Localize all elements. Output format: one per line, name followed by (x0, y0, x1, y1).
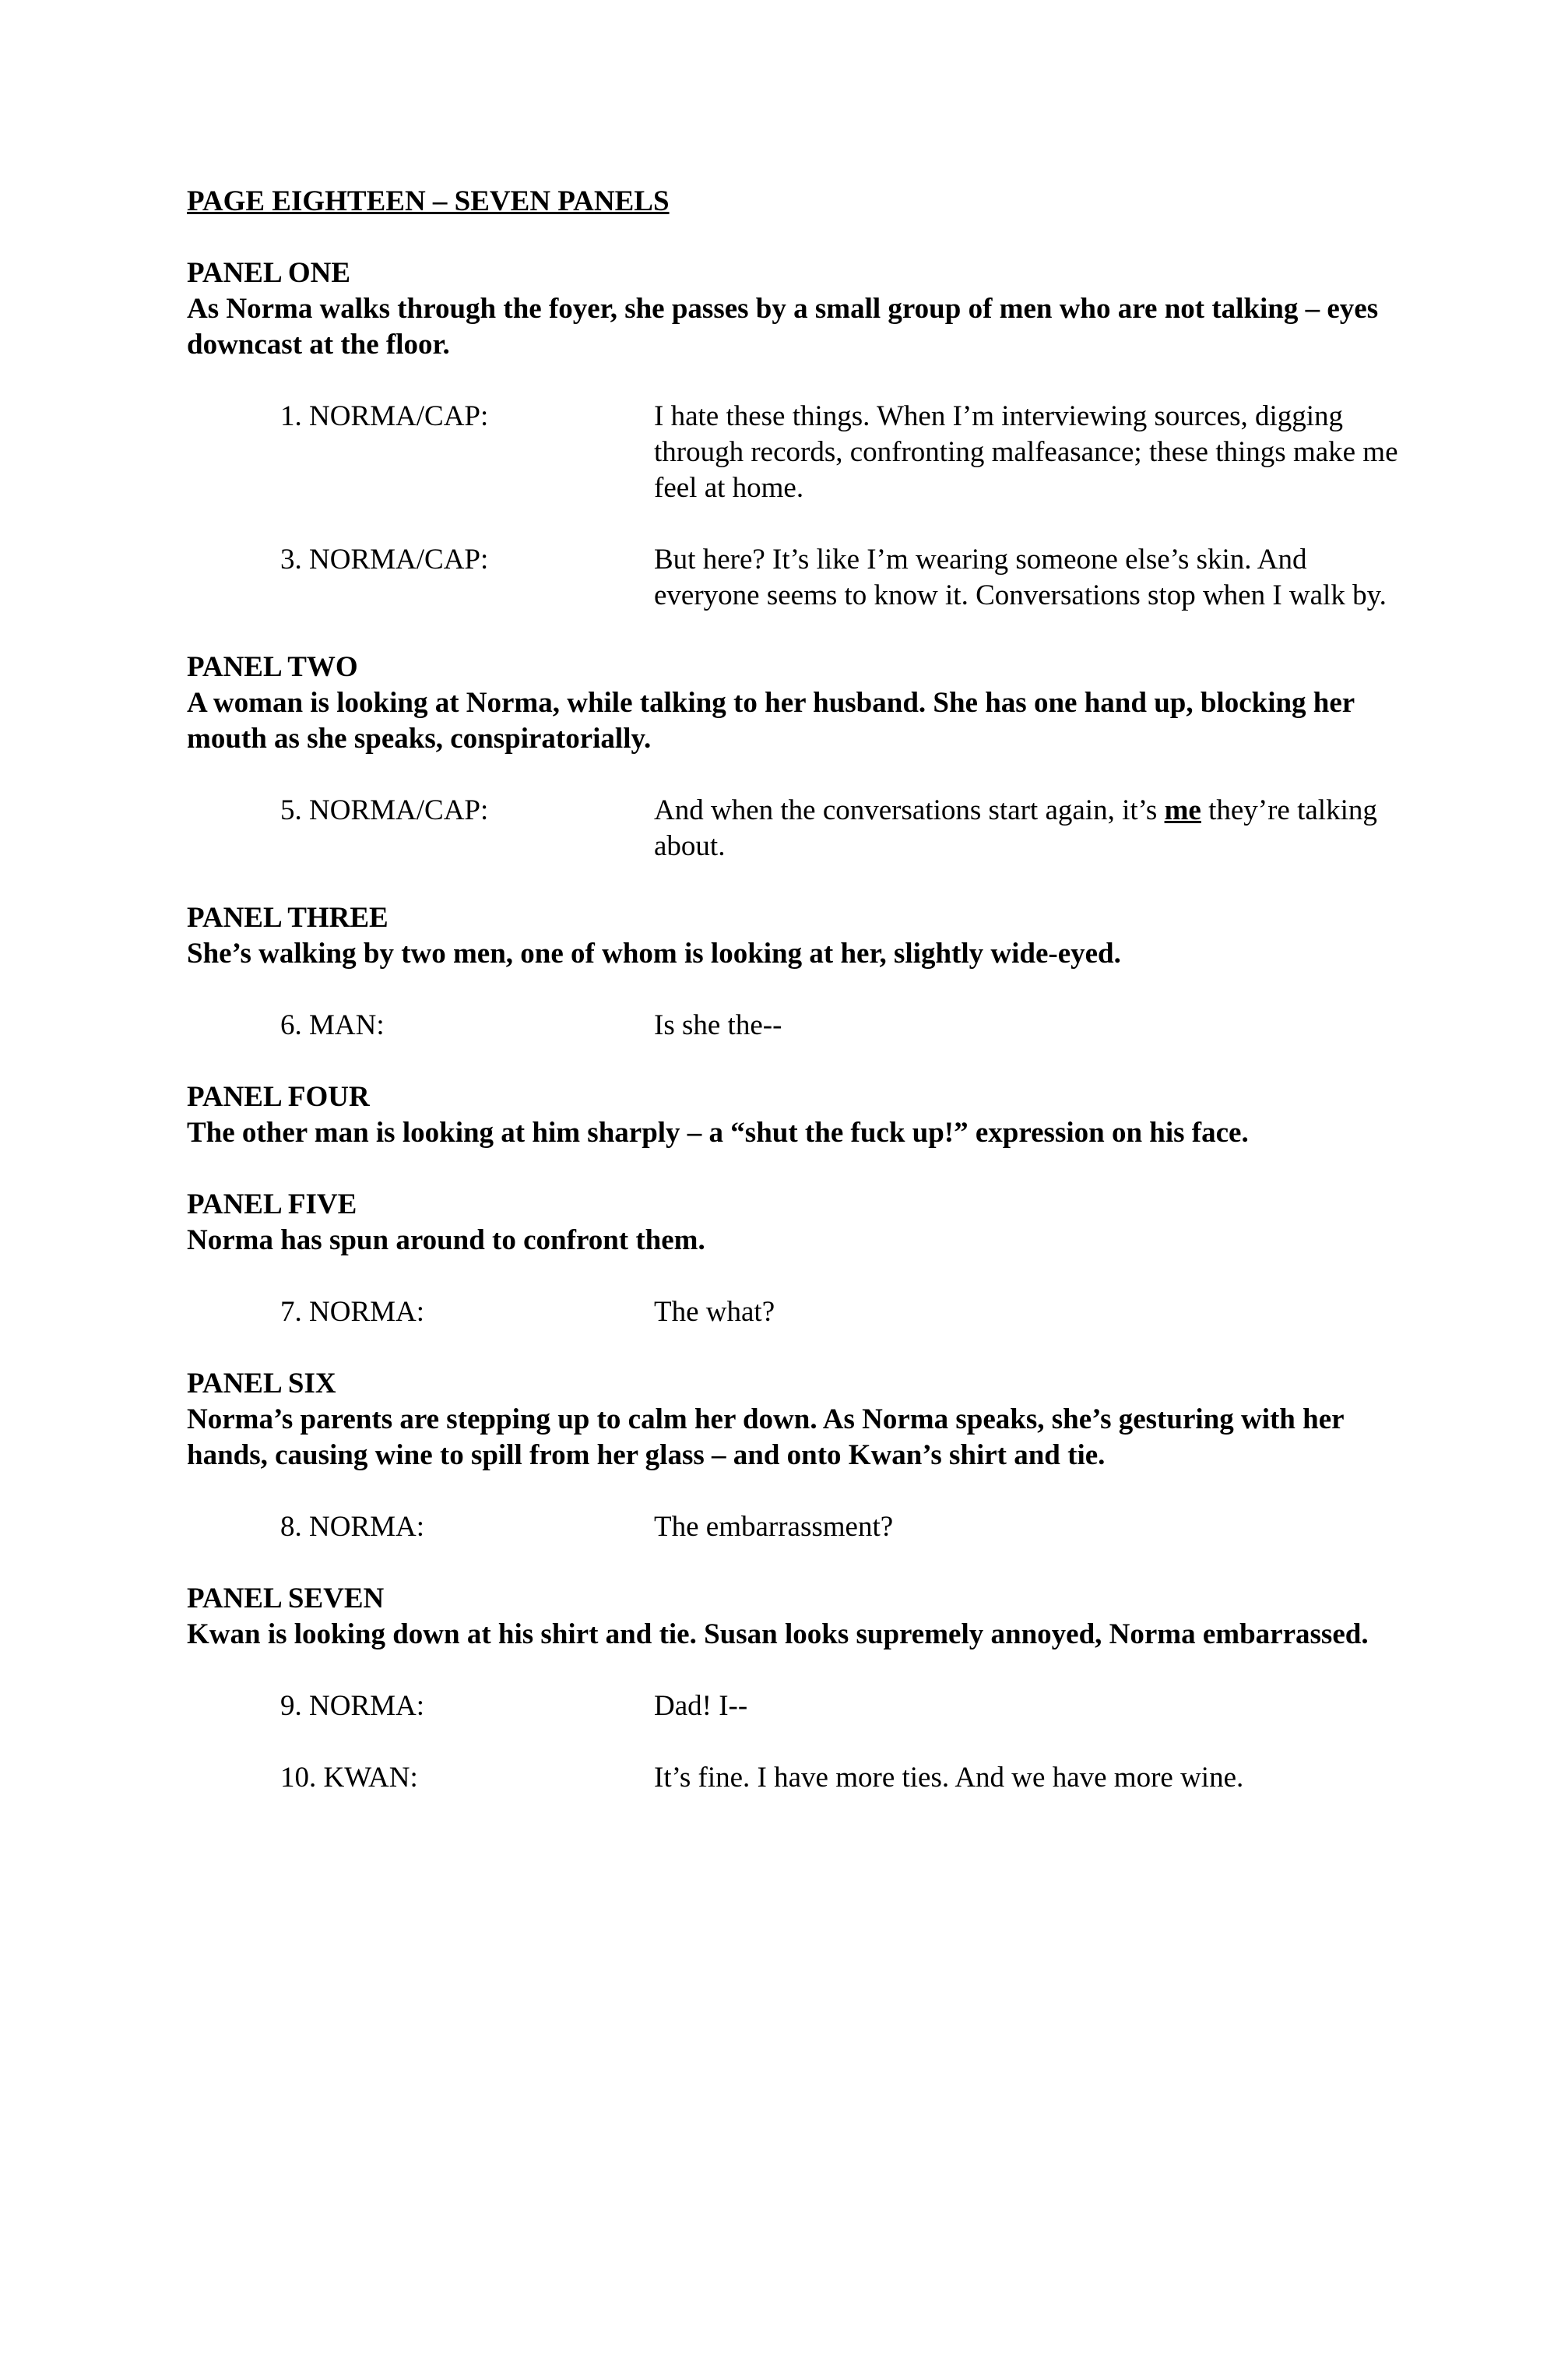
panel-heading: PANEL FIVE (187, 1188, 357, 1220)
panel-heading: PANEL ONE (187, 257, 351, 289)
panel-heading: PANEL FOUR (187, 1081, 370, 1113)
dialogue-text: Dad! I-- (654, 1690, 748, 1722)
dialogue-speaker: 3. NORMA/CAP: (280, 544, 489, 576)
panel-three (187, 900, 1417, 1044)
panel-description: She’s walking by two men, one of whom is looking at her, slightly wide-eyed. (187, 938, 1121, 970)
dialogue-speaker: 5. NORMA/CAP: (280, 794, 489, 826)
panel-heading: PANEL SEVEN (187, 1583, 385, 1614)
dialogue-speaker: 10. KWAN: (280, 1762, 418, 1794)
panel-heading: PANEL THREE (187, 902, 388, 934)
dialogue-speaker: 8. NORMA: (280, 1511, 425, 1543)
dialogue-text: I hate these things. When I’m interviewing sources, digging through records, confronting malfeasance; these things make me feel at home. (654, 400, 1398, 504)
dialogue-line (187, 399, 1417, 506)
dialogue-text-before: And when the conversations start again, it’s (654, 794, 1165, 826)
dialogue-line (187, 542, 1417, 614)
dialogue-text-after: they’re talking about. (654, 794, 1377, 862)
dialogue-text: The what? (654, 1296, 775, 1328)
panel-one (187, 255, 1417, 614)
dialogue-text: It’s fine. I have more ties. And we have more wine. (654, 1762, 1244, 1794)
dialogue-line (187, 1688, 1417, 1724)
dialogue-text: Is she the-- (654, 1009, 782, 1041)
panel-description: The other man is looking at him sharply – a “shut the fuck up!” expression on his face. (187, 1117, 1249, 1149)
panel-description: Norma’s parents are stepping up to calm her down. As Norma speaks, she’s gesturing with her hands, causing wine to spill from her glass – and onto Kwan’s shirt and tie. (187, 1403, 1344, 1471)
panel-description: Kwan is looking down at his shirt and tie. Susan looks supremely annoyed, Norma embarrassed. (187, 1618, 1369, 1650)
panel-heading: PANEL SIX (187, 1368, 336, 1399)
panel-five (187, 1187, 1417, 1330)
panel-description: As Norma walks through the foyer, she passes by a small group of men who are not talking – eyes downcast at the floor. (187, 293, 1379, 361)
dialogue-emphasis: me (1164, 794, 1201, 826)
dialogue-speaker: 6. MAN: (280, 1009, 385, 1041)
dialogue-text: The embarrassment? (654, 1511, 894, 1543)
dialogue-speaker: 7. NORMA: (280, 1296, 425, 1328)
dialogue-text (654, 793, 1417, 864)
dialogue-line (187, 1008, 1417, 1044)
script-content (187, 184, 1417, 1832)
dialogue-line (187, 793, 1417, 864)
dialogue-text: But here? It’s like I’m wearing someone else’s skin. And everyone seems to know it. Conversations stop when I walk by. (654, 544, 1387, 611)
panel-description: Norma has spun around to confront them. (187, 1224, 705, 1256)
panel-heading: PANEL TWO (187, 651, 358, 683)
dialogue-line (187, 1760, 1417, 1796)
page-title: PAGE EIGHTEEN – SEVEN PANELS (187, 185, 670, 217)
dialogue-speaker: 9. NORMA: (280, 1690, 425, 1722)
panel-six (187, 1366, 1417, 1545)
panel-four (187, 1079, 1417, 1151)
dialogue-line (187, 1509, 1417, 1545)
dialogue-speaker: 1. NORMA/CAP: (280, 400, 489, 432)
dialogue-line (187, 1294, 1417, 1330)
panel-two (187, 650, 1417, 864)
panel-seven (187, 1581, 1417, 1796)
panel-description: A woman is looking at Norma, while talking to her husband. She has one hand up, blocking her mouth as she speaks, conspiratorially. (187, 687, 1355, 755)
